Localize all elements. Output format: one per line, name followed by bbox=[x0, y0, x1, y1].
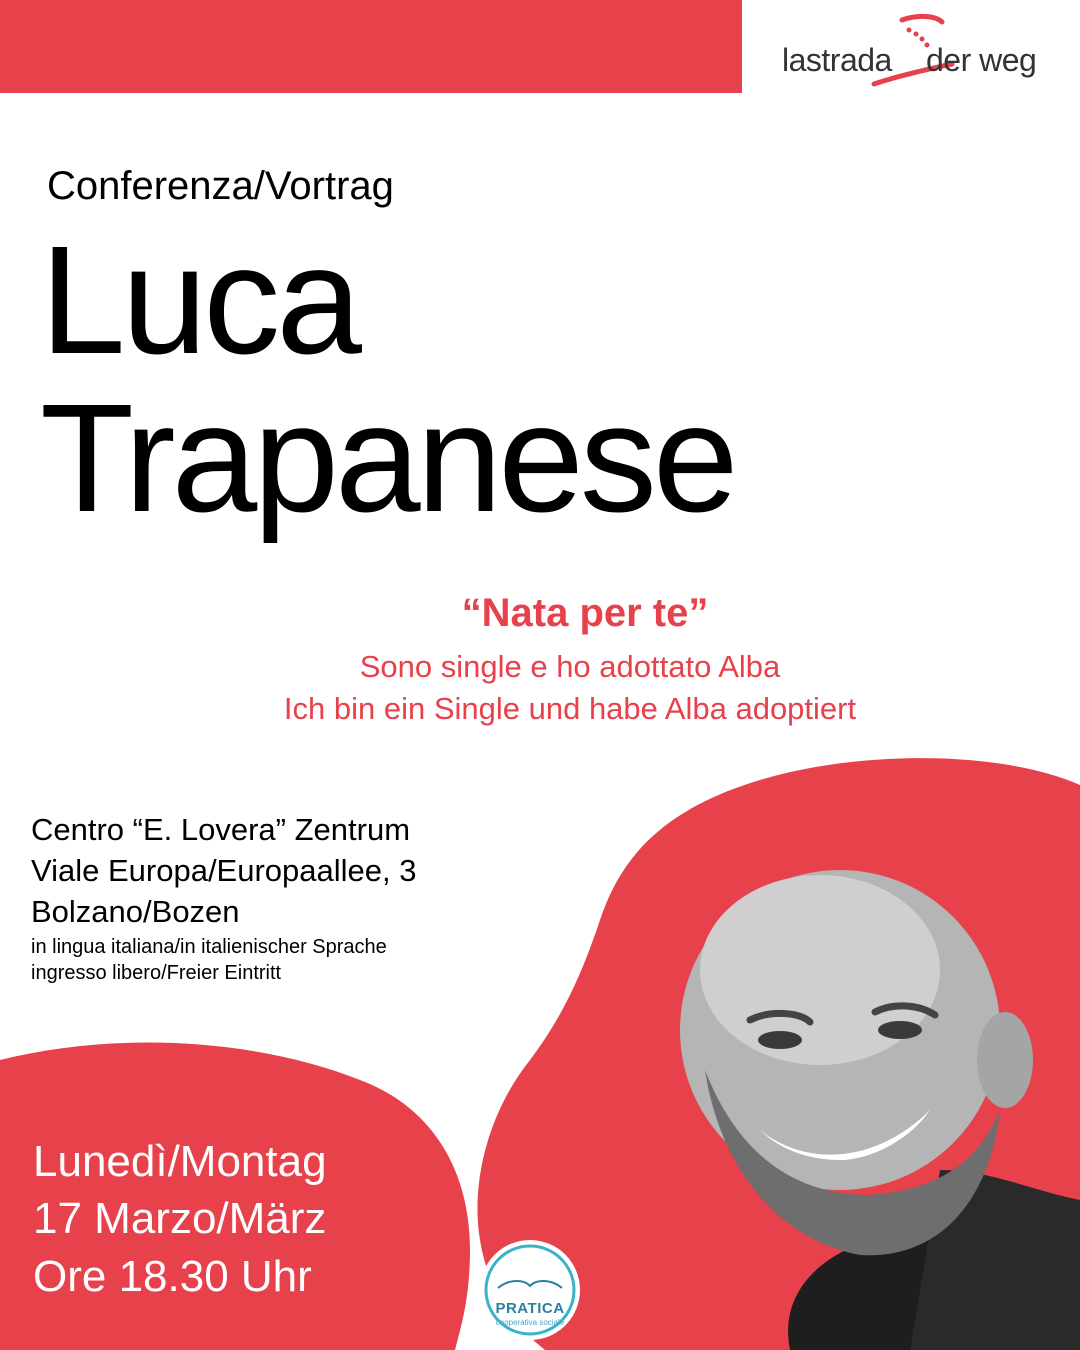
speaker-last-name: Trapanese bbox=[40, 372, 735, 544]
partner-tagline: cooperativa sociale bbox=[495, 1318, 565, 1327]
book-subtitle-german: Ich bin ein Single und habe Alba adoptiert bbox=[283, 691, 857, 726]
event-day: Lunedì/Montag bbox=[33, 1137, 327, 1186]
book-subtitle-italian: Sono single e ho adottato Alba bbox=[359, 649, 781, 684]
logo-la: la bbox=[782, 42, 806, 78]
logo-weg: weg bbox=[979, 42, 1037, 78]
venue-language: in lingua italiana/in italienischer Sprache bbox=[31, 936, 387, 958]
logo-strada: strada bbox=[805, 42, 892, 78]
speaker-photo bbox=[610, 840, 1080, 1350]
event-date: 17 Marzo/März bbox=[33, 1194, 327, 1243]
event-time: Ore 18.30 Uhr bbox=[33, 1252, 312, 1301]
speaker-first-name: Luca bbox=[40, 214, 358, 386]
venue-entry: ingresso libero/Freier Eintritt bbox=[31, 962, 282, 984]
venue-name: Centro “E. Lovera” Zentrum bbox=[31, 812, 411, 847]
partner-name: PRATICA bbox=[495, 1300, 565, 1317]
event-type-label: Conferenza/Vortrag bbox=[47, 164, 394, 208]
venue-street: Viale Europa/Europaallee, 3 bbox=[31, 853, 417, 888]
venue-city: Bolzano/Bozen bbox=[31, 894, 240, 929]
book-title: “Nata per te” bbox=[461, 591, 709, 635]
logo-der: der bbox=[926, 42, 971, 78]
